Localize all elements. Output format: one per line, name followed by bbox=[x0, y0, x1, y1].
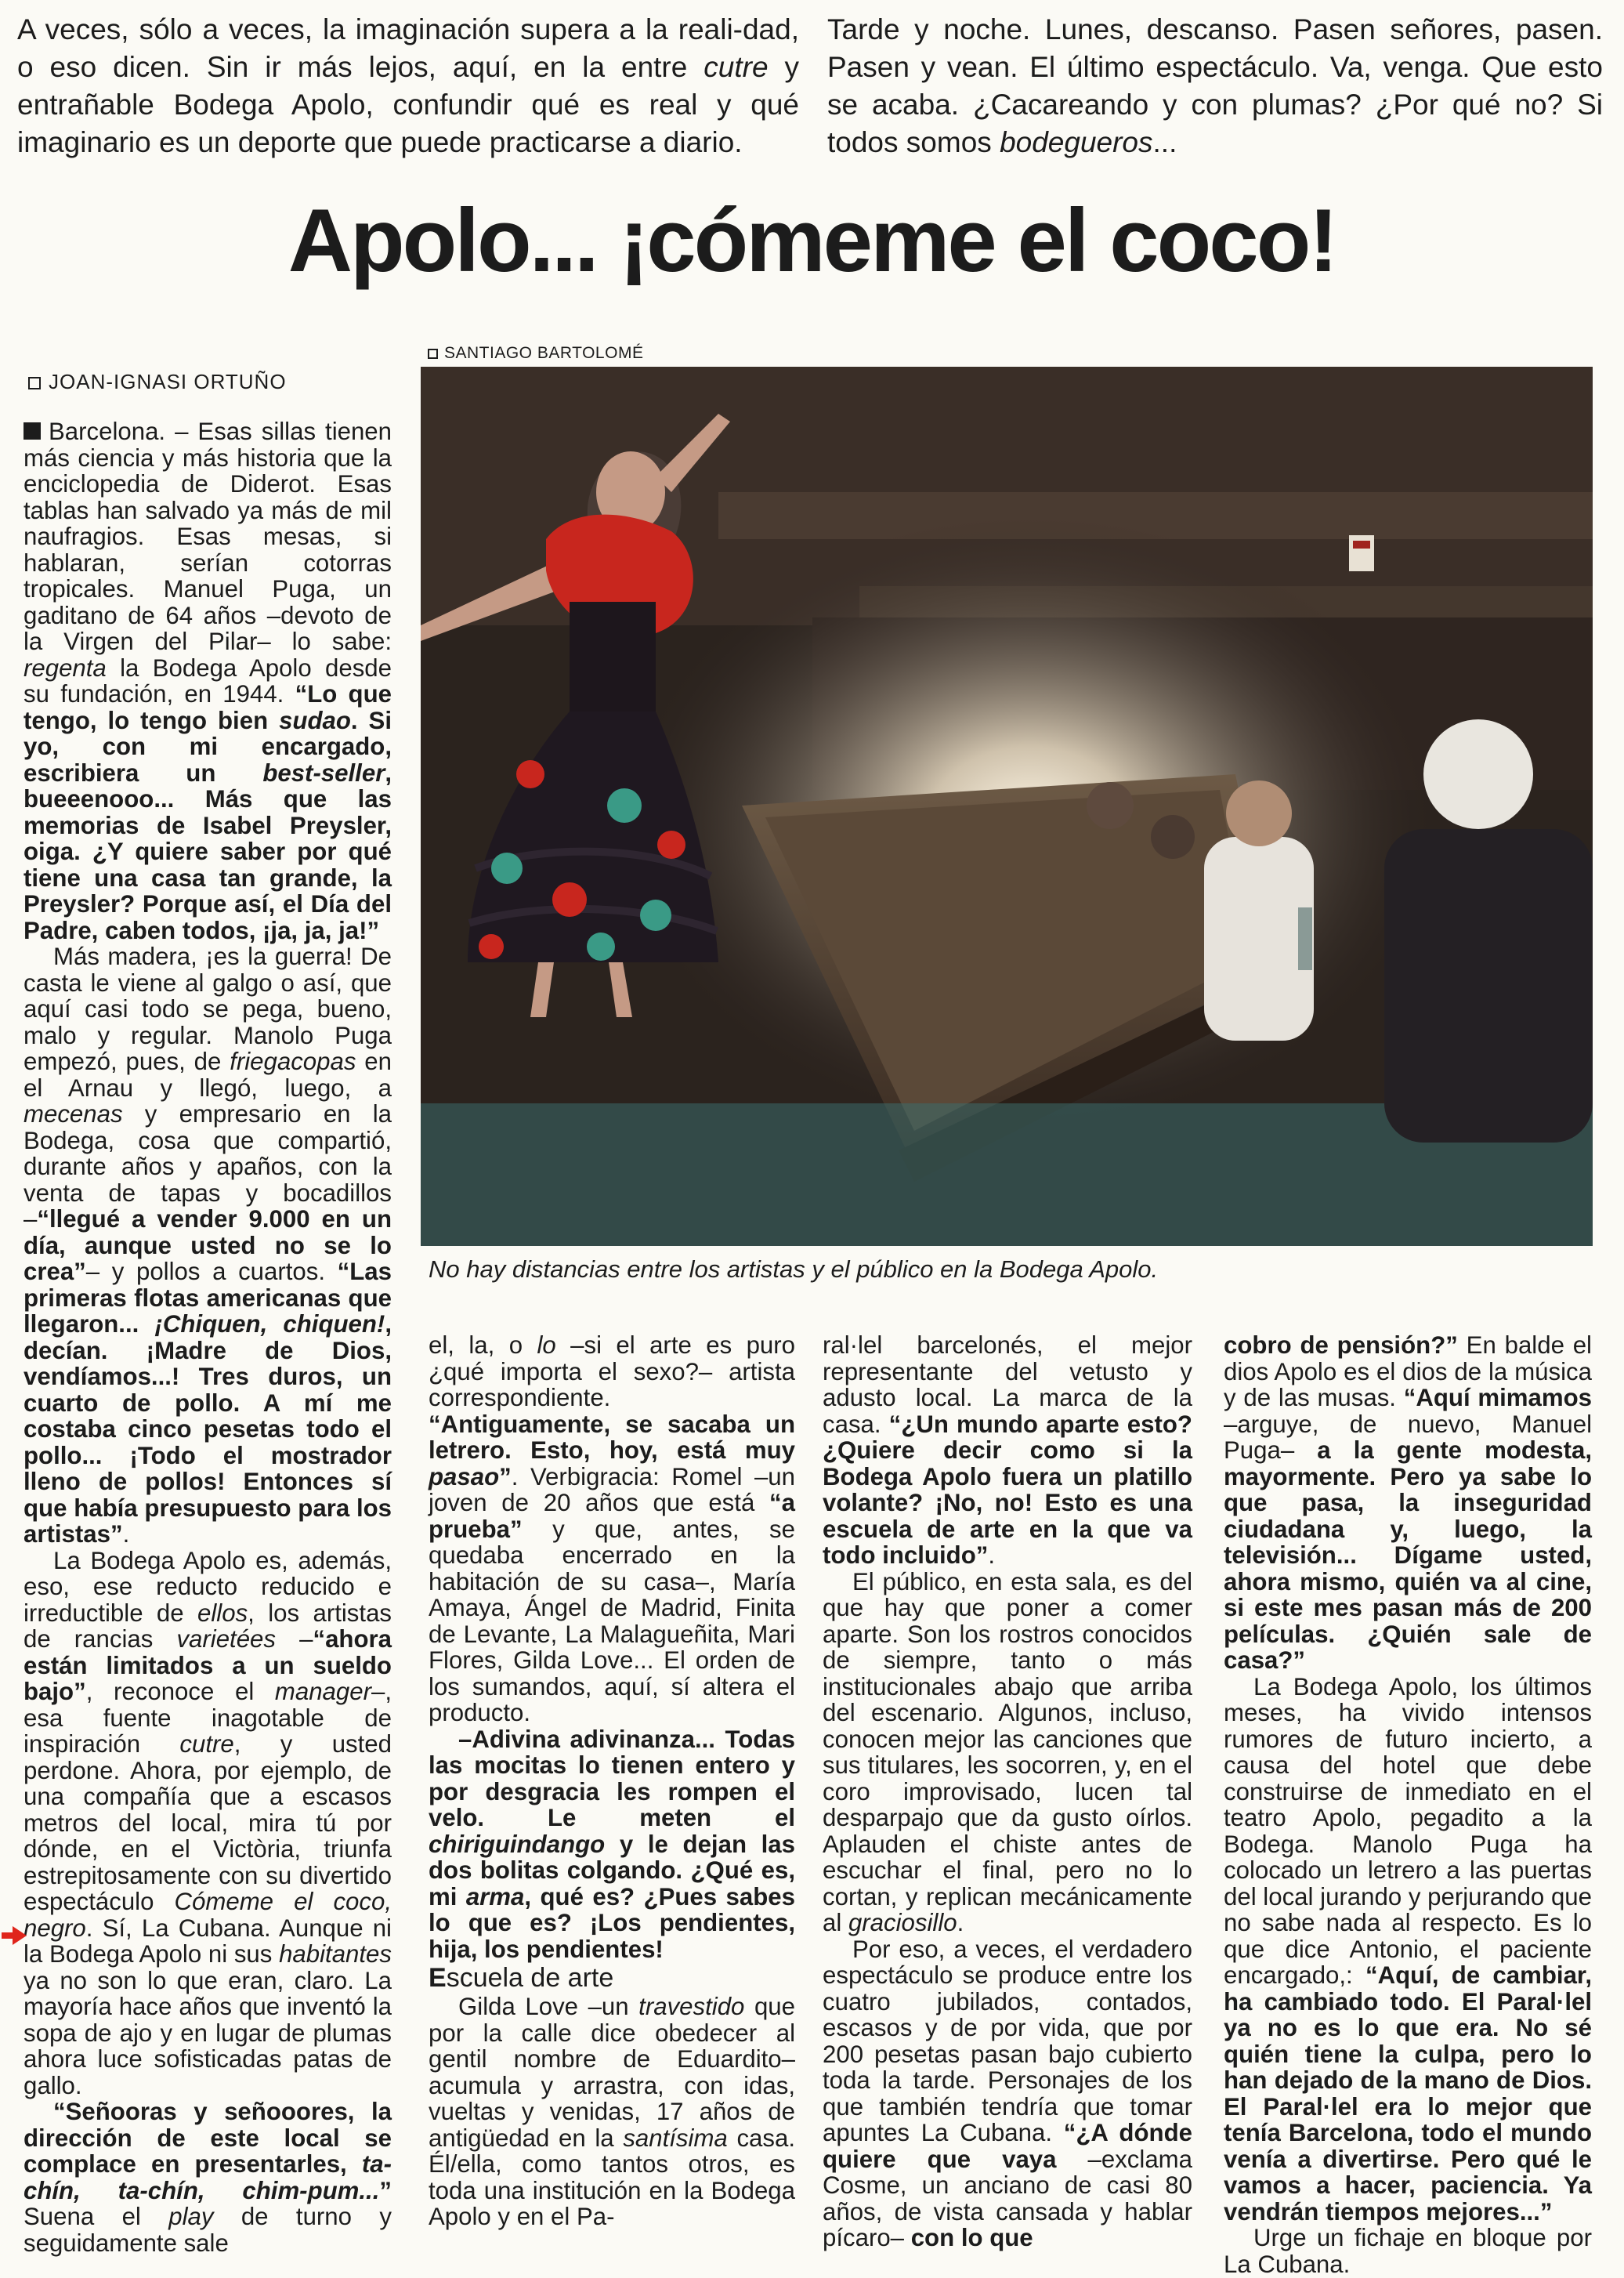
article-column-2 bbox=[429, 1332, 795, 2230]
intro-left-text: A veces, sólo a veces, la imaginación supera a la reali-dad, o eso dicen. Sin ir más lejos, aquí, en la entre cutre y entrañable Bodega Apolo, confundir qué es real y qué imaginario es un deporte que puede practicarse a diario. bbox=[17, 13, 799, 158]
paragraph: Por eso, a veces, el verdadero espectáculo se produce entre los cuatro jubilados, contados, escasos y de por vida, que por 200 pesetas pasan bajo cubierto toda la tarde. Personajes de los que también tendría que tomar apuntes La Cubana. “¿A dónde quiere que vaya –exclama Cosme, un anciano de casi 80 años, de vista cansada y hablar pícaro– con lo que bbox=[823, 1935, 1192, 2251]
paragraph: El público, en esta sala, es del que hay que poner a comer aparte. Son los rostros conocidos de siempre, tanto o más institucionales abajo que arriba del escenario. Algunos, incluso, conocen mejor las canciones que sus titulares, les socorren, y, en el coro improvisado, lucen tal desparpajo que da gusto oírlos. Aplauden el chiste antes de escuchar el final, pero no lo cortan, y replican mecánicamente al graciosillo. bbox=[823, 1567, 1192, 1936]
flamenco-dancer-photo bbox=[421, 367, 1593, 1246]
photo-credit bbox=[428, 342, 643, 365]
article-column-1 bbox=[24, 418, 392, 2256]
author-byline bbox=[28, 370, 287, 393]
author-name: JOAN-IGNASI ORTUÑO bbox=[49, 370, 287, 393]
paragraph: Barcelona. – Esas sillas tienen más ciencia y más historia que la enciclopedia de Diderot. Esas tablas han salvado ya más de mil naufragios. Esas mesas, si hablaran, serían cotorras tropicales. Manuel Puga, un gaditano de 64 años –devoto de la Virgen del Pilar– lo sabe: regenta la Bodega Apolo desde su fundación, en 1944. “Lo que tengo, lo tengo bien sudao. Si yo, con mi encargado, escribiera un best-seller, bueeenooo... Más que las memorias de Isabel Preysler, oiga. ¿Y quiere saber por qué tiene una casa tan grande, la Preysler? Porque así, el Día del Padre, caben todos, ¡ja, ja, ja!” bbox=[24, 418, 392, 944]
intro-left bbox=[17, 11, 799, 161]
paragraph: el, la, o lo –si el arte es puro ¿qué importa el sexo?– artista correspondiente. “Antiguamente, se sacaba un letrero. Esto, hoy, está muy pasao”. Verbigracia: Romel –un joven de 20 años que está “a prueba” y que, antes, se quedaba encerrado en la habitación de su casa–, María Amaya, Ángel de Madrid, Finita de Levante, La Malagueñita, Mari Flores, Gilda Love... El orden de los sumandos, aquí, sí altera el producto. bbox=[429, 1331, 796, 1726]
filled-square-icon bbox=[24, 422, 41, 440]
paragraph: Gilda Love –un travestido que por la calle dice obedecer al gentil nombre de Eduardito– acumula y arrastra, con idas, vueltas y venidas, 17 años de antigüedad en la santísima casa. Él/ella, como tantos otros, es toda una institución en la Bodega Apolo y en el Pa- bbox=[429, 1993, 795, 2230]
paragraph: cobro de pensión?” En balde el dios Apolo es el dios de la música y de las musas. “Aquí mimamos –arguye, de nuevo, Manuel Puga– a la gente modesta, mayormente. Pero ya sabe lo que pasa, la inseguridad ciudadana y, luego, la televisión... Dígame usted, ahora mismo, quién va al cine, si este mes pasan más de 200 películas. ¿Quién sale de casa?” bbox=[1224, 1331, 1592, 1674]
photo-caption: No hay distancias entre los artistas y el público en la Bodega Apolo. bbox=[429, 1255, 1159, 1283]
photo-credit-text: SANTIAGO BARTOLOMÉ bbox=[444, 344, 644, 362]
article-column-4 bbox=[1224, 1332, 1592, 2277]
section-subhead: Escuela de arte bbox=[429, 1963, 614, 1993]
paragraph: La Bodega Apolo, los últimos meses, ha vivido intensos rumores de futuro incierto, a causa del hotel que debe construirse de inmediato en el teatro Apolo, pegadito a la Bodega. Manolo Puga ha colocado un letrero a las puertas del local jurando y perjurando que no sabe nada al respecto. Es lo que dice Antonio, el paciente encargado,: “Aquí, de cambiar, ha cambiado todo. El Paral·lel ya no es lo que era. No sé quién tiene la culpa, pero lo han dejado de la mano de Dios. El Paral·lel era lo mejor que tenía Barcelona, todo el mundo venía a divertirse. Pero qué le vamos a hacer, paciencia. Ya vendrán tiempos mejores...” bbox=[1224, 1672, 1592, 2225]
square-outline-icon bbox=[28, 377, 41, 389]
paragraph: Urge un fichaje en bloque por La Cubana. bbox=[1224, 2224, 1592, 2278]
headline: Apolo... ¡cómeme el coco! bbox=[288, 191, 1336, 291]
paragraph: Más madera, ¡es la guerra! De casta le viene al galgo o así, que aquí casi todo se pega, bueno, malo y regular. Manolo Puga empezó, pues, de friegacopas en el Arnau y llegó, luego, a mecenas y empresario en la Bodega, cosa que compartió, durante años y apaños, con la venta de tapas y bocadillos –“llegué a vender 9.000 en un día, aunque usted no se lo crea”– y pollos a cuartos. “Las primeras flotas americanas que llegaron... ¡Chiquen, chiquen!, decían. ¡Madre de Dios, vendíamos...! Tres duros, un cuarto de pollo. A mí me costaba cinco pesetas todo el pollo... ¡Todo el mostrador lleno de pollos! Entonces sí que había presupuesto para los artistas”. bbox=[24, 943, 392, 1548]
paragraph: “Señooras y señooores, la dirección de este local se complace en presentarles, ta-chín, ta-chín, chim-pum...” Suena el play de turno y seguidamente sale bbox=[24, 2098, 392, 2257]
square-outline-icon bbox=[428, 349, 438, 359]
paragraph: La Bodega Apolo es, además, eso, ese reducto reducido e irreductible de ellos, los artistas de rancias varietées –“ahora están limitados a un sueldo bajo”, reconoce el manager–, esa fuente inagotable de inspiración cutre, y usted perdone. Ahora, por ejemplo, de una compañía que a escasos metros del local, mira tú por dónde, en el Victòria, triunfa estrepitosamente con su divertido espectáculo Cómeme el coco, negro. Sí, La Cubana. Aunque ni la Bodega Apolo ni sus habitantes ya no son lo que eran, claro. La mayoría hace años que inventó la sopa de ajo y en lugar de plumas ahora luce sofisticadas patas de gallo. bbox=[24, 1546, 392, 2099]
paragraph: ral·lel barcelonés, el mejor representante del vetusto y adusto local. La marca de la casa. “¿Un mundo aparte esto? ¿Quiere decir como si la Bodega Apolo fuera un platillo volante? ¡No, no! Esto es una escuela de arte en la que va todo incluido”. bbox=[823, 1331, 1192, 1569]
paragraph: –Adivina adivinanza... Todas las mocitas lo tienen entero y por desgracia les rompen el velo. Le meten el chiriguindango y le dejan las dos bolitas colgando. ¿Qué es, mi arma, qué es? ¿Pues sabes lo que es? ¡Los pendientes, hija, los pendientes! bbox=[429, 1725, 795, 1963]
red-arrow-icon bbox=[2, 1926, 27, 1945]
intro-right-text: Tarde y noche. Lunes, descanso. Pasen señores, pasen. Pasen y vean. El último espectáculo. Va, venga. Que esto se acaba. ¿Cacareando y con plumas? ¿Por qué no? Si todos somos bodegueros... bbox=[827, 13, 1603, 158]
photo-illustration bbox=[421, 367, 1593, 1246]
article-column-3 bbox=[823, 1332, 1192, 2251]
intro-right bbox=[827, 11, 1603, 161]
